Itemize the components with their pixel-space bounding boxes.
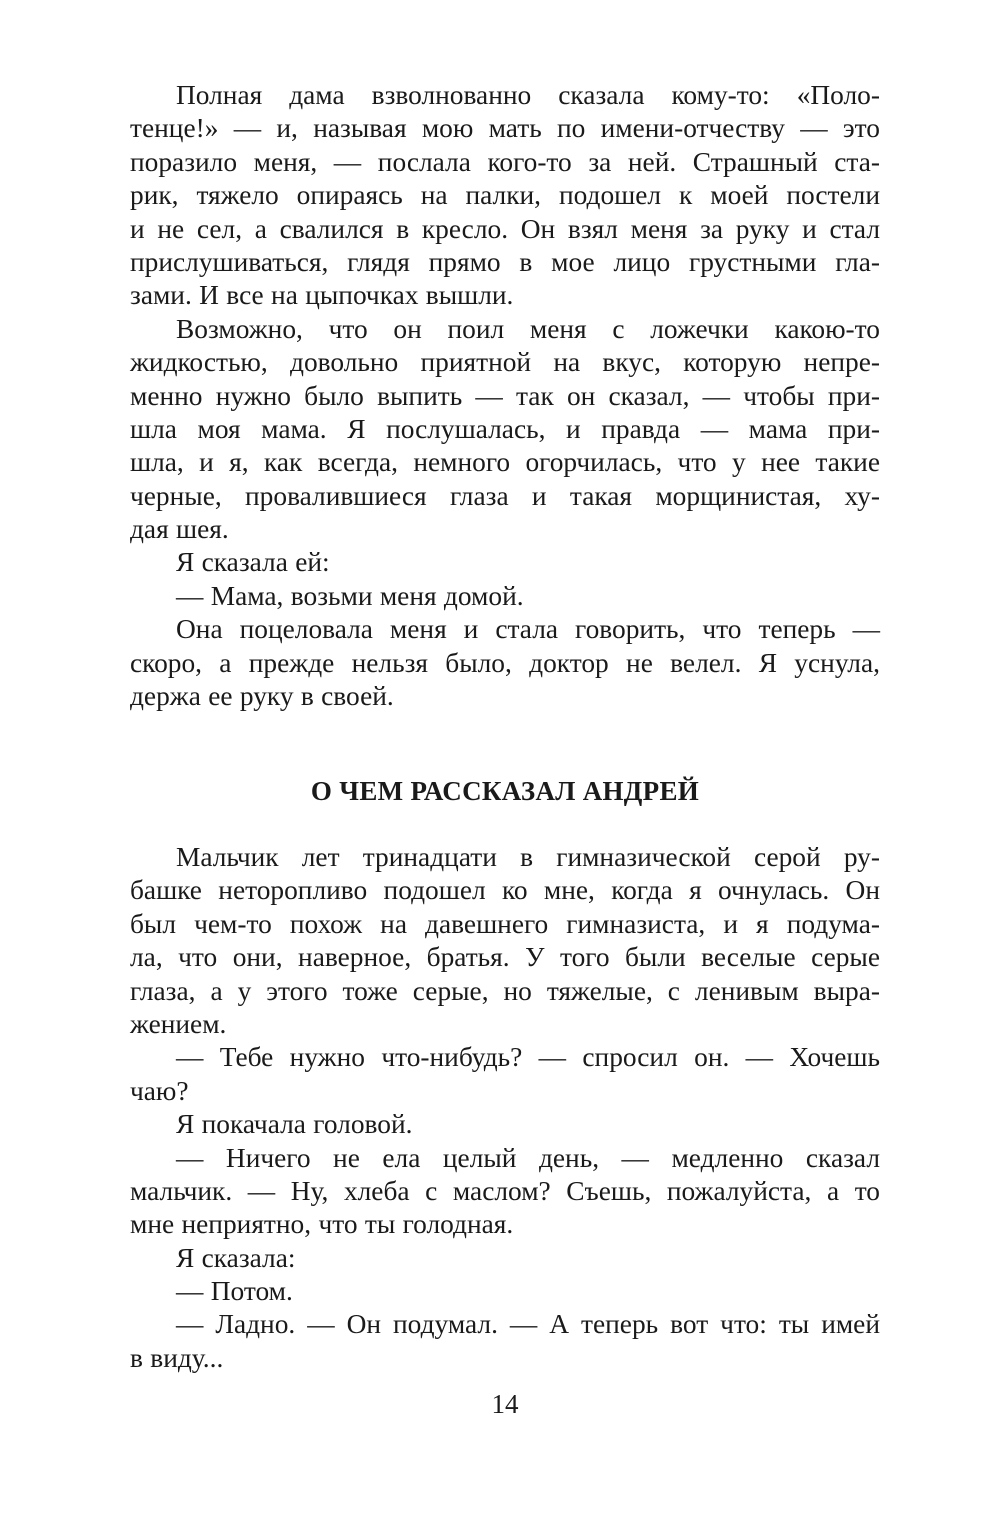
text-line: Полная дама взволнованно сказала кому-то: «Поло- bbox=[176, 80, 880, 110]
text-line: — Ничего не ела целый день, — медленно сказал bbox=[176, 1142, 880, 1173]
text-line: Возможно, что он поил меня с ложечки какою-то bbox=[176, 313, 880, 344]
text-line: Мальчик лет тринадцати в гимназической серой ру- bbox=[176, 842, 880, 872]
text-line: Я покачала головой. bbox=[176, 1109, 413, 1140]
bottom-text-block bbox=[130, 841, 880, 1375]
text-line: — Мама, возьми меня домой. bbox=[176, 580, 524, 611]
text-line: чаю? bbox=[130, 1075, 189, 1106]
top-text-block bbox=[130, 79, 880, 713]
text-line: дая шея. bbox=[130, 514, 229, 545]
text-line: башке неторопливо подошел ко мне, когда я очнулась. Он bbox=[130, 875, 880, 906]
page-number: 14 bbox=[491, 1389, 519, 1419]
text-line: скоро, а прежде нельзя было, доктор не велел. Я уснула, bbox=[130, 647, 880, 678]
text-line: — Ладно. — Он подумал. — А теперь вот что: ты имей bbox=[176, 1309, 880, 1340]
text-line: поразило меня, — послала кого-то за ней. Страшный ста- bbox=[130, 146, 880, 177]
text-line: рик, тяжело опираясь на палки, подошел к моей постели bbox=[130, 180, 880, 211]
text-line: держа ее руку в своей. bbox=[130, 681, 394, 712]
text-line: черные, провалившиеся глаза и такая морщинистая, ху- bbox=[130, 480, 880, 511]
text-line: Я сказала ей: bbox=[176, 547, 330, 578]
chapter-title: О ЧЕМ РАССКАЗАЛ АНДРЕЙ bbox=[310, 776, 700, 806]
text-line: ла, что они, наверное, братья. У того были веселые серые bbox=[130, 942, 880, 973]
text-line: — Тебе нужно что-нибудь? — спросил он. — Хочешь bbox=[176, 1042, 880, 1073]
text-line: тенце!» — и, называя мою мать по имени-отчеству — это bbox=[130, 113, 880, 144]
text-line: жидкостью, довольно приятной на вкус, которую непре- bbox=[130, 347, 880, 378]
text-line: — Потом. bbox=[176, 1276, 293, 1307]
text-line: шла, и я, как всегда, немного огорчилась, что у нее такие bbox=[130, 447, 880, 478]
text-line: мальчик. — Ну, хлеба с маслом? Съешь, пожалуйста, а то bbox=[130, 1175, 880, 1206]
text-line: был чем-то похож на давешнего гимназиста, и я подума- bbox=[130, 908, 880, 939]
text-line: в виду... bbox=[130, 1342, 224, 1373]
text-line: прислушиваться, глядя прямо в мое лицо грустными гла- bbox=[130, 246, 880, 277]
text-line: зами. И все на цыпочках вышли. bbox=[130, 280, 514, 311]
text-line: менно нужно было выпить — так он сказал, — чтобы при- bbox=[130, 380, 880, 411]
text-line: Я сказала: bbox=[176, 1242, 296, 1273]
text-line: шла моя мама. Я послушалась, и правда — мама при- bbox=[130, 413, 880, 444]
text-line: мне неприятно, что ты голодная. bbox=[130, 1209, 514, 1240]
text-line: и не сел, а свалился в кресло. Он взял меня за руку и стал bbox=[130, 213, 880, 244]
text-line: Она поцеловала меня и стала говорить, что теперь — bbox=[176, 614, 880, 645]
text-line: жением. bbox=[130, 1008, 227, 1039]
text-line: глаза, а у этого тоже серые, но тяжелые, с ленивым выра- bbox=[130, 975, 880, 1006]
